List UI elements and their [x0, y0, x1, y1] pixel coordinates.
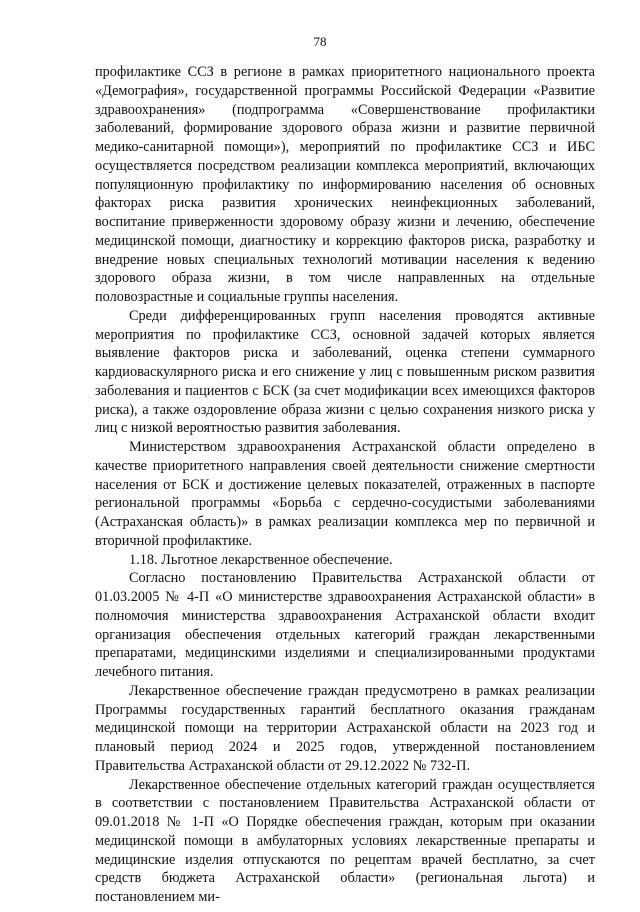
paragraph-ministry-powers: Согласно постановлению Правительства Астраханской области от 01.03.2005 № 4-П «О министерстве здравоохранения Астраханской области» в полномочия министерства здравоохранения Астраханской области входит организация обеспечения отдельных категорий граждан лекарственными препаратами, медицинскими изделиями и специализированными продуктами лечебного питания. — [95, 570, 595, 680]
paragraph-regional-benefit: Лекарственное обеспечение отдельных категорий граждан осуществляется в соответствии с постановлением Правительства Астраханской области от 09.01.2018 № 1-П «О Порядке обеспечения граждан, которым при оказании медицинской помощи в амбулаторных условиях лекарственные препараты и медицинские изделия отпускаются по рецептам врачей бесплатно, за счет средств бюджета Астраханской области» (региональная льгота) и постановлением ми- — [95, 776, 595, 905]
page-number: 78 — [313, 34, 327, 49]
paragraph-state-guarantees: Лекарственное обеспечение граждан предусмотрено в рамках реализации Программы государственных гарантий бесплатного оказания гражданам медицинской помощи на территории Астраханской области на 2023 год и плановый период 2024 и 2025 годов, утвержденной постановлением Правительства Астраханской области от 29.12.2022 № 732-П. — [95, 682, 595, 774]
paragraph-continuation: профилактике ССЗ в регионе в рамках приоритетного национального проекта «Демография», государственной программы Российской Федерации «Развитие здравоохранения» (подпрограмма «Совершенствование профилактики заболеваний, формирование здорового образа жизни и развитие первичной медико-санитарной помощи»), мероприятий по профилактике ССЗ и ИБС осуществляется посредством реализации комплекса мероприятий, включающих популяционную профилактику по информированию населения об основных факторах риска развития хронических неинфекционных заболеваний, воспитание приверженности здоровому образу жизни и лечению, обеспечение медицинской помощи, диагностику и коррекцию факторов риска, разработку и внедрение новых специальных технологий мотивации населения к ведению здорового образа жизни, в том числе направленных на отдельные половозрастные и социальные группы населения. — [95, 64, 595, 305]
paragraph-risk-groups: Среди дифференцированных групп населения проводятся активные мероприятия по профилактике ССЗ, основной задачей которых является выявление факторов риска и заболеваний, оценка степени суммарного кардиоваскулярного риска и его снижение у лиц с повышенным риском развития заболевания и пациентов с БСК (за счет модификации всех имеющихся факторов риска), а также оздоровление образа жизни с целью сохранения низкого риска у лиц с низкой вероятностью развития заболевания. — [95, 307, 595, 437]
paragraph-ministry-priority: Министерством здравоохранения Астраханской области определено в качестве приоритетного направления своей деятельности снижение смертности населения от БСК и достижение целевых показателей, отраженных в паспорте региональной программы «Борьба с сердечно-сосудистыми заболеваниями (Астраханская область)» в рамках реализации комплекса мер по первичной и вторичной профилактике. — [95, 439, 595, 549]
section-heading-1-18: 1.18. Льготное лекарственное обеспечение. — [129, 551, 393, 568]
document-body — [95, 63, 595, 907]
